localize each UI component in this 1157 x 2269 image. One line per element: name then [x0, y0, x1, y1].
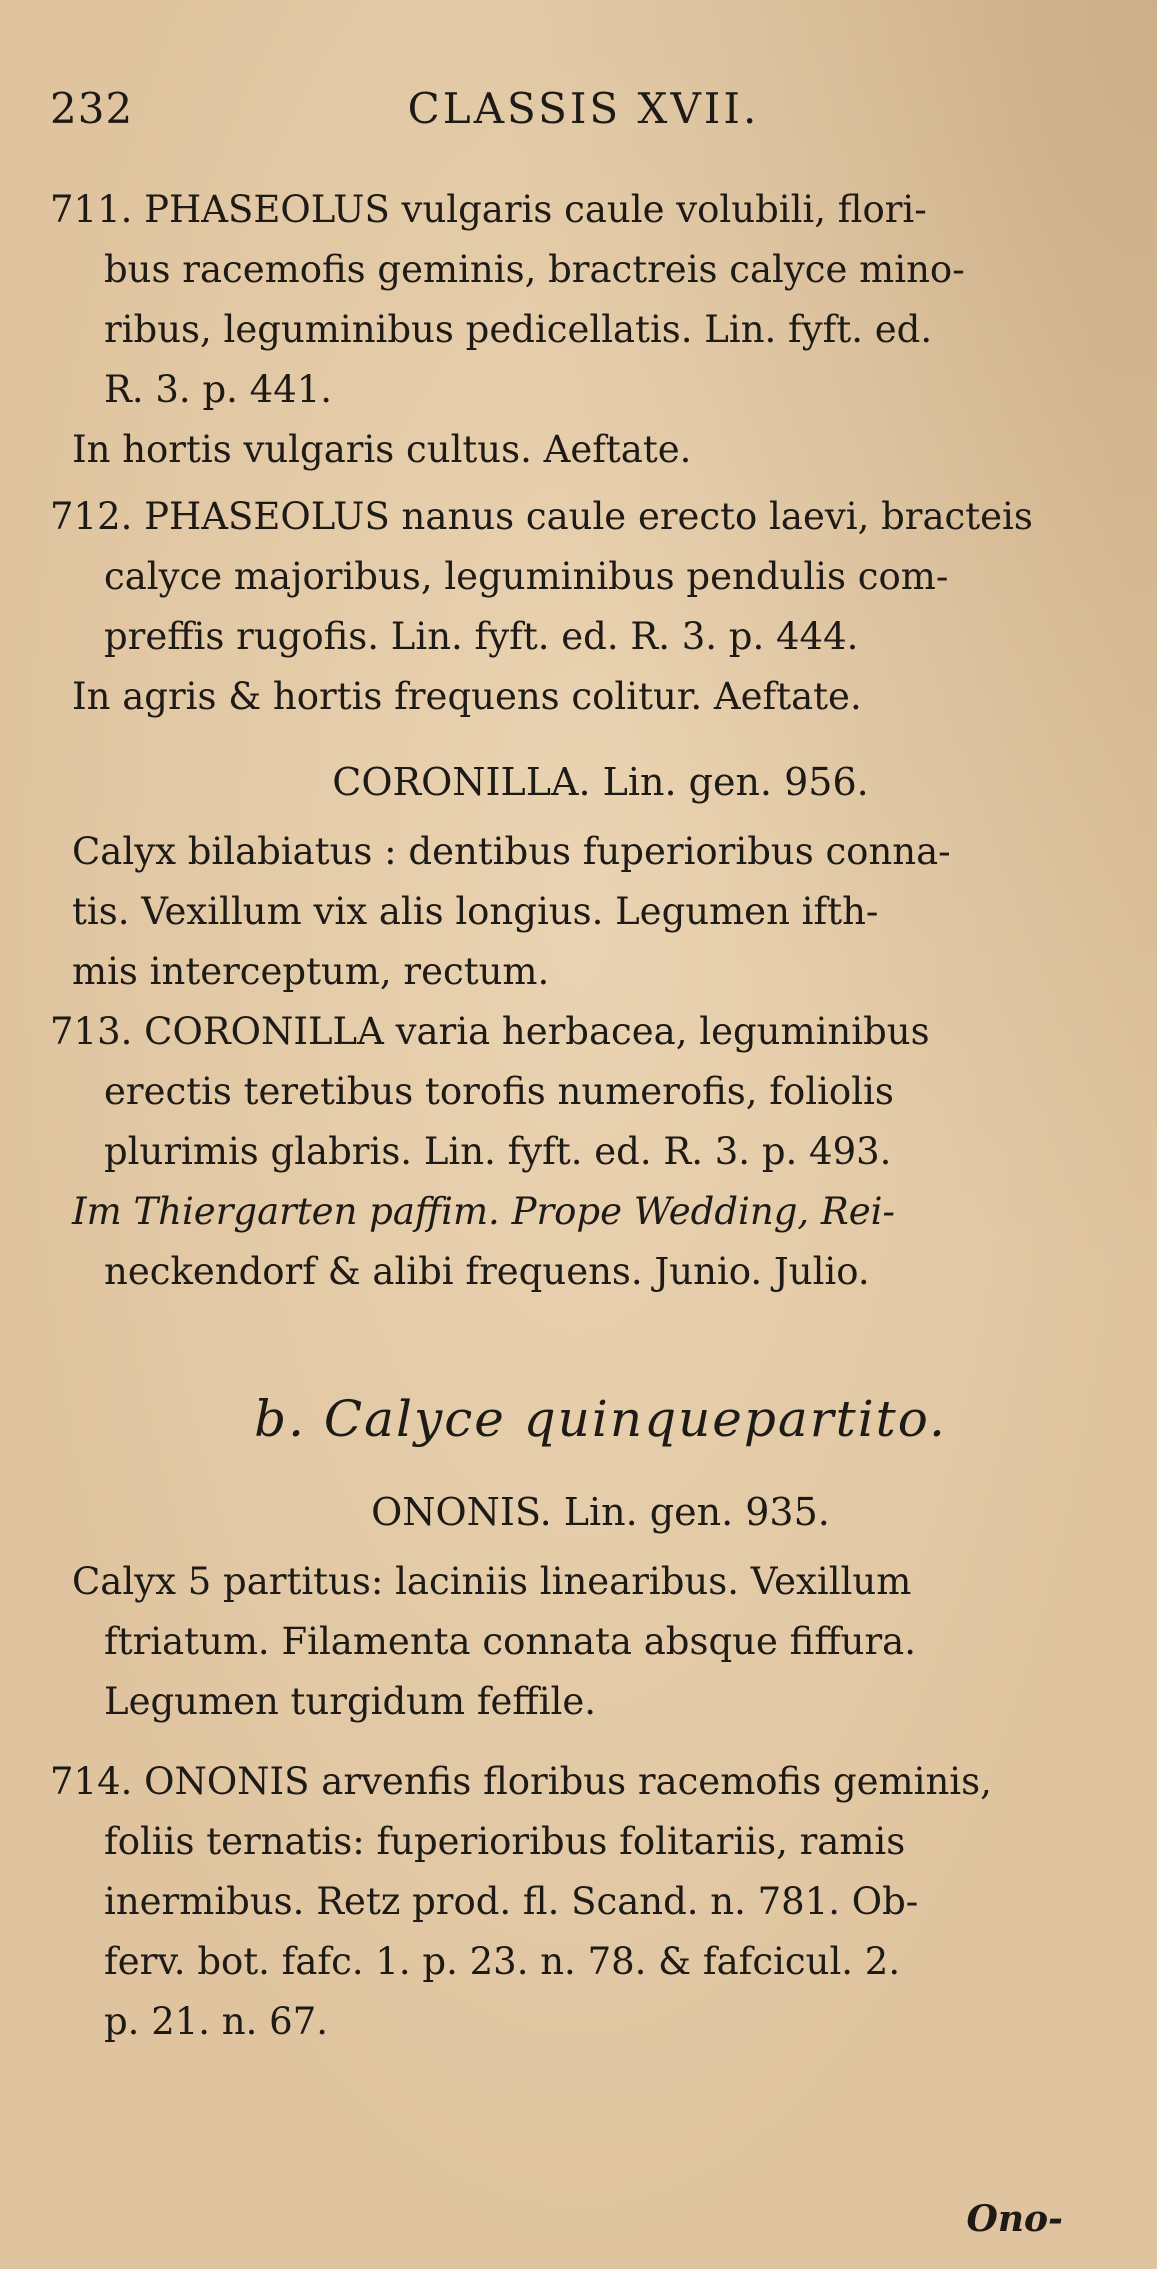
genus-heading: ONONIS. Lin. gen. 935.	[371, 1490, 830, 1534]
text-line: ribus, leguminibus pedicellatis. Lin. fyft. ed.	[104, 308, 933, 351]
subsection-heading: b. Calyce quinquepartito.	[254, 1390, 947, 1448]
page-number: 232	[50, 84, 134, 133]
text-line: bus racemofis geminis, bractreis calyce mino-	[104, 248, 965, 291]
text-line: 712. PHASEOLUS nanus caule erecto laevi, bracteis	[50, 495, 1033, 538]
text-line: ferv. bot. fafc. 1. p. 23. n. 78. & fafcicul. 2.	[104, 1940, 901, 1983]
text-line: neckendorf & alibi frequens. Junio. Julio.	[104, 1250, 870, 1293]
text-line: In agris & hortis frequens colitur. Aeftate.	[72, 675, 862, 718]
text-line: Im Thiergarten paffim. Prope Wedding, Rei-	[72, 1190, 896, 1233]
text-line: tis. Vexillum vix alis longius. Legumen ifth-	[72, 890, 879, 933]
text-line: calyce majoribus, leguminibus pendulis com-	[104, 555, 949, 598]
running-head	[50, 84, 1117, 144]
catchword: Ono-	[966, 2198, 1063, 2240]
class-title: CLASSIS XVII.	[407, 84, 760, 133]
text-line: Legumen turgidum feffile.	[104, 1680, 597, 1723]
genus-heading: CORONILLA. Lin. gen. 956.	[332, 760, 869, 804]
text-line: Calyx 5 partitus: laciniis linearibus. Vexillum	[72, 1560, 912, 1603]
text-line: inermibus. Retz prod. fl. Scand. n. 781. Ob-	[104, 1880, 919, 1923]
text-line: mis interceptum, rectum.	[72, 950, 550, 993]
text-line: plurimis glabris. Lin. fyft. ed. R. 3. p. 493.	[104, 1130, 892, 1173]
text-line: 714. ONONIS arvenfis floribus racemofis geminis,	[50, 1760, 992, 1803]
text-line: p. 21. n. 67.	[104, 2000, 329, 2043]
text-line: erectis teretibus torofis numerofis, foliolis	[104, 1070, 894, 1113]
text-line: ftriatum. Filamenta connata absque fiffura.	[104, 1620, 916, 1663]
text-line: foliis ternatis: fuperioribus folitariis, ramis	[104, 1820, 906, 1863]
text-line: Calyx bilabiatus : dentibus fuperioribus conna-	[72, 830, 951, 873]
text-line: R. 3. p. 441.	[104, 368, 333, 411]
text-line: 713. CORONILLA varia herbacea, leguminibus	[50, 1010, 930, 1053]
text-line: preffis rugofis. Lin. fyft. ed. R. 3. p. 444.	[104, 615, 859, 658]
text-line: 711. PHASEOLUS vulgaris caule volubili, flori-	[50, 188, 927, 231]
text-line: In hortis vulgaris cultus. Aeftate.	[72, 428, 692, 471]
